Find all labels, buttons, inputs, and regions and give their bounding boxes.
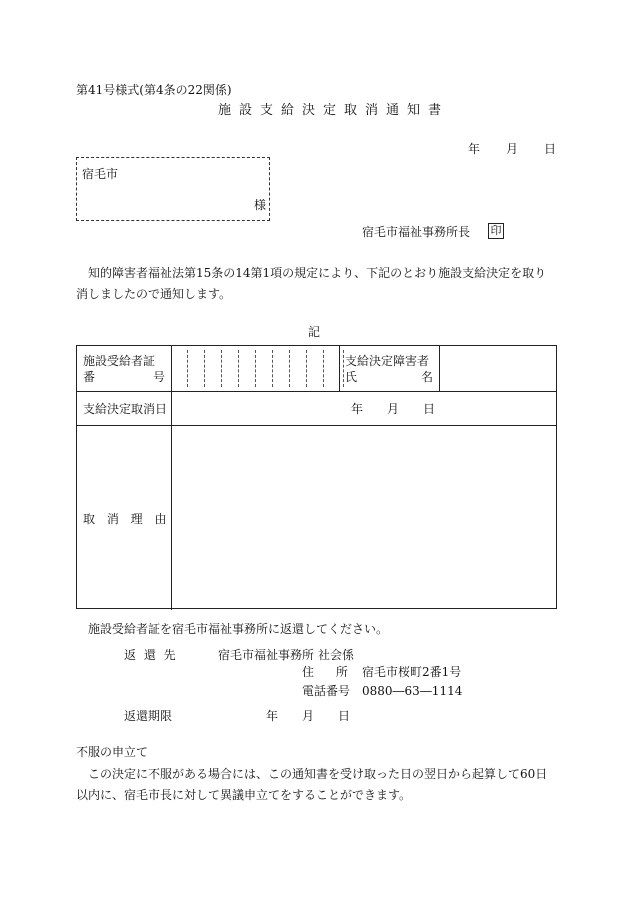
cancel-date-label: 支給決定取消日 <box>83 402 168 416</box>
person-name-label-a: 氏 <box>345 370 358 384</box>
digit-separator <box>204 350 205 387</box>
seal-mark: 印 <box>488 223 504 239</box>
ki-heading: 記 <box>308 325 321 339</box>
deadline-day: 日 <box>338 709 351 723</box>
form-number: 第41号様式(第4条の22関係) <box>76 83 232 97</box>
digit-separator <box>238 350 239 387</box>
return-deadline-label: 返還期限 <box>124 709 173 723</box>
deadline-month: 月 <box>302 709 315 723</box>
digit-separator <box>323 350 324 387</box>
digit-separator <box>255 350 256 387</box>
issue-date-month: 月 <box>506 142 519 156</box>
digit-separator <box>289 350 290 387</box>
table-col-divider <box>339 346 340 391</box>
person-name-label: 支給決定障害者 <box>345 354 430 368</box>
deadline-year: 年 <box>266 709 279 723</box>
cancel-date <box>351 403 435 415</box>
digit-separator <box>306 350 307 387</box>
issue-date <box>468 143 556 155</box>
cancel-date-day: 日 <box>423 402 436 416</box>
return-to-office: 宿毛市福祉事務所 <box>218 648 315 662</box>
return-to-section: 社会係 <box>318 648 355 662</box>
appeal-title: 不服の申立て <box>76 745 149 759</box>
table-row-divider <box>77 391 556 392</box>
cert-number-label: 施設受給者証 <box>83 354 156 368</box>
recipient-honorific: 様 <box>254 198 267 212</box>
cancel-date-month: 月 <box>387 402 400 416</box>
table-row-divider <box>77 425 556 426</box>
table-col-divider <box>171 346 172 610</box>
digit-separator <box>221 350 222 387</box>
digit-separator <box>272 350 273 387</box>
person-name-label-b: 名 <box>421 370 434 384</box>
tel-label: 電話番号 <box>302 684 351 698</box>
address-label: 住 所 <box>302 665 348 679</box>
document-title: 施設支給決定取消通知書 <box>218 103 450 118</box>
cert-number-label-b: 号 <box>153 370 166 384</box>
issue-date-day: 日 <box>544 142 557 156</box>
digit-separator <box>343 350 344 387</box>
cancel-reason-label: 取 消 理 由 <box>83 512 167 526</box>
return-to-label: 返 還 先 <box>124 648 178 662</box>
tel-value: 0880―63―1114 <box>362 684 463 698</box>
issue-date-year: 年 <box>468 142 481 156</box>
notice-body: 知的障害者福祉法第15条の14第1項の規定により、下記のとおり施設支給決定を取り消しましたので通知します。 <box>76 266 547 301</box>
digit-separator <box>187 350 188 387</box>
sender-office: 宿毛市福祉事務所長 <box>362 225 471 239</box>
table-col-divider <box>439 346 440 391</box>
cert-number-label-a: 番 <box>83 370 96 384</box>
details-table <box>76 345 557 609</box>
recipient-city: 宿毛市 <box>82 167 119 181</box>
cancel-date-year: 年 <box>351 402 364 416</box>
appeal-body: この決定に不服がある場合には、この通知書を受け取った日の翌日から起算して60日以内に、宿毛市長に対して異議申立てをすることができます。 <box>76 767 548 802</box>
return-notice: 施設受給者証を宿毛市福祉事務所に返還してください。 <box>88 622 389 636</box>
return-deadline-date <box>266 710 350 722</box>
address-value: 宿毛市桜町2番1号 <box>362 665 462 679</box>
